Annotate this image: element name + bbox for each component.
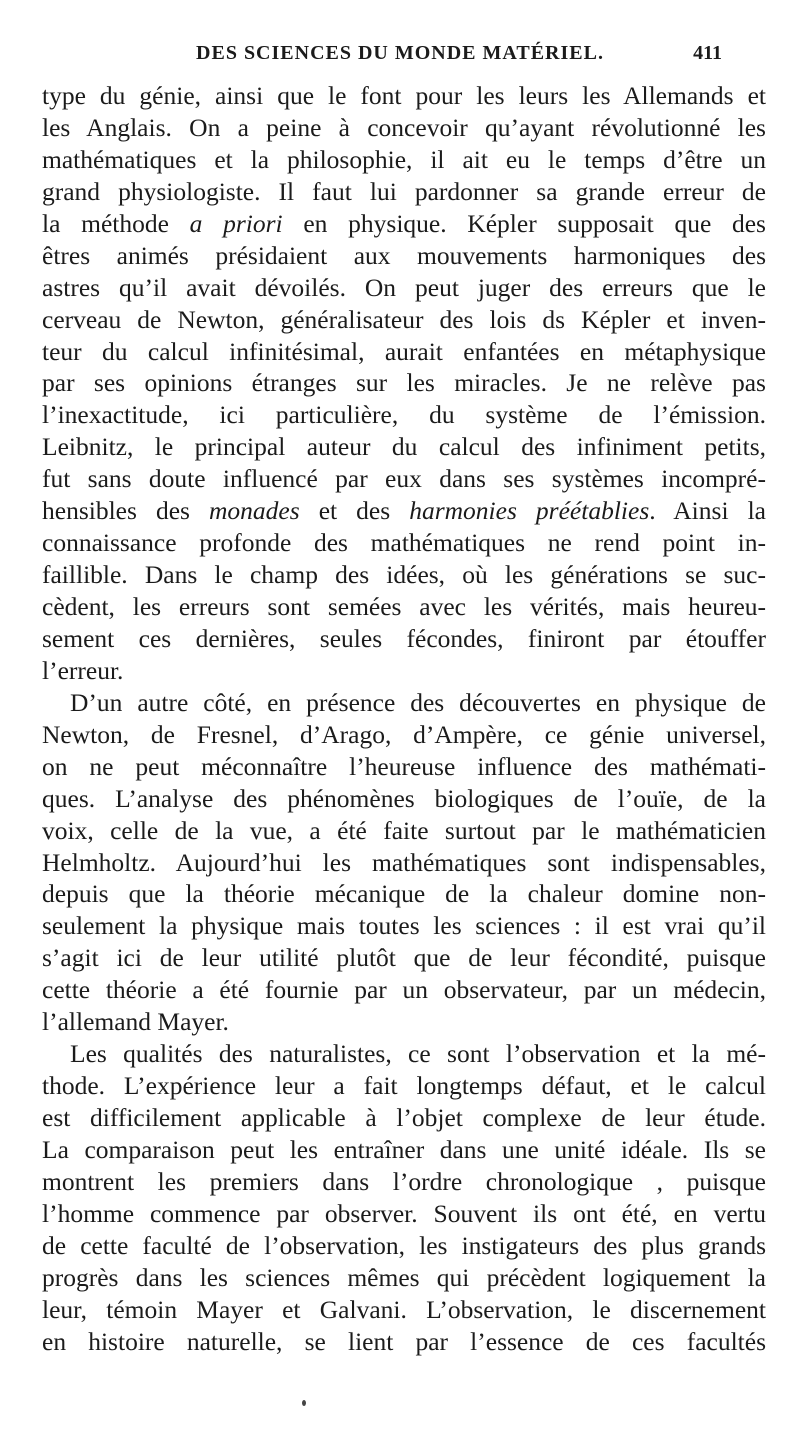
text-line: par ses opinions étranges sur les miracles. Je ne relève pas [42,368,766,398]
text-line: connaissance profonde des mathématiques ne rend point in- [42,528,766,558]
text-line: depuis que la théorie mécanique de la chaleur domine non- [42,879,766,909]
text-line: thode. L’expérience leur a fait longtemps défaut, et le calcul [42,1071,766,1101]
text-line: de cette faculté de l’observation, les instigateurs des plus grands [42,1230,766,1260]
text-line: êtres animés présidaient aux mouvements harmoniques des [42,240,766,270]
text-line: voix, celle de la vue, a été faite surtout par le mathématicien [42,815,766,845]
italic-term: monades [209,496,300,526]
text-line: hensibles des monades et des harmonies préétablies. Ainsi la [42,496,766,526]
text-line: est difficilement applicable à l’objet complexe de leur étude. [42,1103,766,1132]
text-line: D’un autre côté, en présence des découvertes en physique de [70,687,766,717]
text-line: Leibnitz, le principal auteur du calcul des infiniment petits, [42,432,766,462]
text-line: type du génie, ainsi que le font pour les leurs les Allemands et [42,81,766,110]
text-line: fut sans doute influencé par eux dans ses systèmes incompré- [42,464,766,494]
text-line: la méthode a priori en physique. Képler supposait que des [42,208,766,238]
italic-term: harmonies préétablies [409,496,650,526]
text-line: faillible. Dans le champ des idées, où les générations se suc- [42,560,766,590]
text-line: l’inexactitude, ici particulière, du système de l’émission. [42,400,766,430]
text-line: seulement la physique mais toutes les sciences : il est vrai qu’il [42,911,766,941]
text-line: mathématiques et la philosophie, il ait eu le temps d’être un [42,144,766,174]
text-line: cette théorie a été fournie par un observateur, par un médecin, [42,975,766,1005]
running-header: DES SCIENCES DU MONDE MATÉRIEL. [196,42,604,64]
text-line: l’homme commence par observer. Souvent ils ont été, en vertu [42,1198,766,1228]
text-line: leur, témoin Mayer et Galvani. L’observation, le discernement [42,1294,766,1324]
text-line: Newton, de Fresnel, d’Arago, d’Ampère, ce génie universel, [42,719,766,749]
body-text [42,80,766,1358]
text-line: s’agit ici de leur utilité plutôt que de leur fécondité, puisque [42,943,766,973]
ink-speck [302,1400,306,1406]
text-line: progrès dans les sciences mêmes qui précèdent logiquement la [42,1262,766,1292]
page-number: 411 [693,42,722,64]
text-line: cerveau de Newton, généralisateur des lois ds Képler et inven- [42,304,766,334]
text-line: on ne peut méconnaître l’heureuse influence des mathémati- [42,751,766,781]
text-line: Helmholtz. Aujourd’hui les mathématiques sont indispensables, [42,847,766,877]
text-line: les Anglais. On a peine à concevoir qu’ayant révolutionné les [42,112,766,142]
text-line: montrent les premiers dans l’ordre chronologique , puisque [42,1166,766,1196]
text-line: cèdent, les erreurs sont semées avec les vérités, mais heureu- [42,592,766,621]
italic-term: a priori [189,208,283,238]
text-line: l’allemand Mayer. [42,1007,229,1037]
text-line: en histoire naturelle, se lient par l’essence de ces facultés [42,1326,766,1356]
text-line: grand physiologiste. Il faut lui pardonner sa grande erreur de [42,176,766,206]
text-line: La comparaison peut les entraîner dans une unité idéale. Ils se [42,1134,766,1164]
text-line: astres qu’il avait dévoilés. On peut juger des erreurs que le [42,272,766,302]
text-line: sement ces dernières, seules fécondes, finiront par étouffer [42,623,766,653]
text-line: Les qualités des naturalistes, ce sont l’observation et la mé- [70,1039,766,1069]
text-line: ques. L’analyse des phénomènes biologiques de l’ouïe, de la [42,783,766,813]
text-line: l’erreur. [42,655,124,685]
text-line: teur du calcul infinitésimal, aurait enfantées en métaphysique [42,336,766,366]
